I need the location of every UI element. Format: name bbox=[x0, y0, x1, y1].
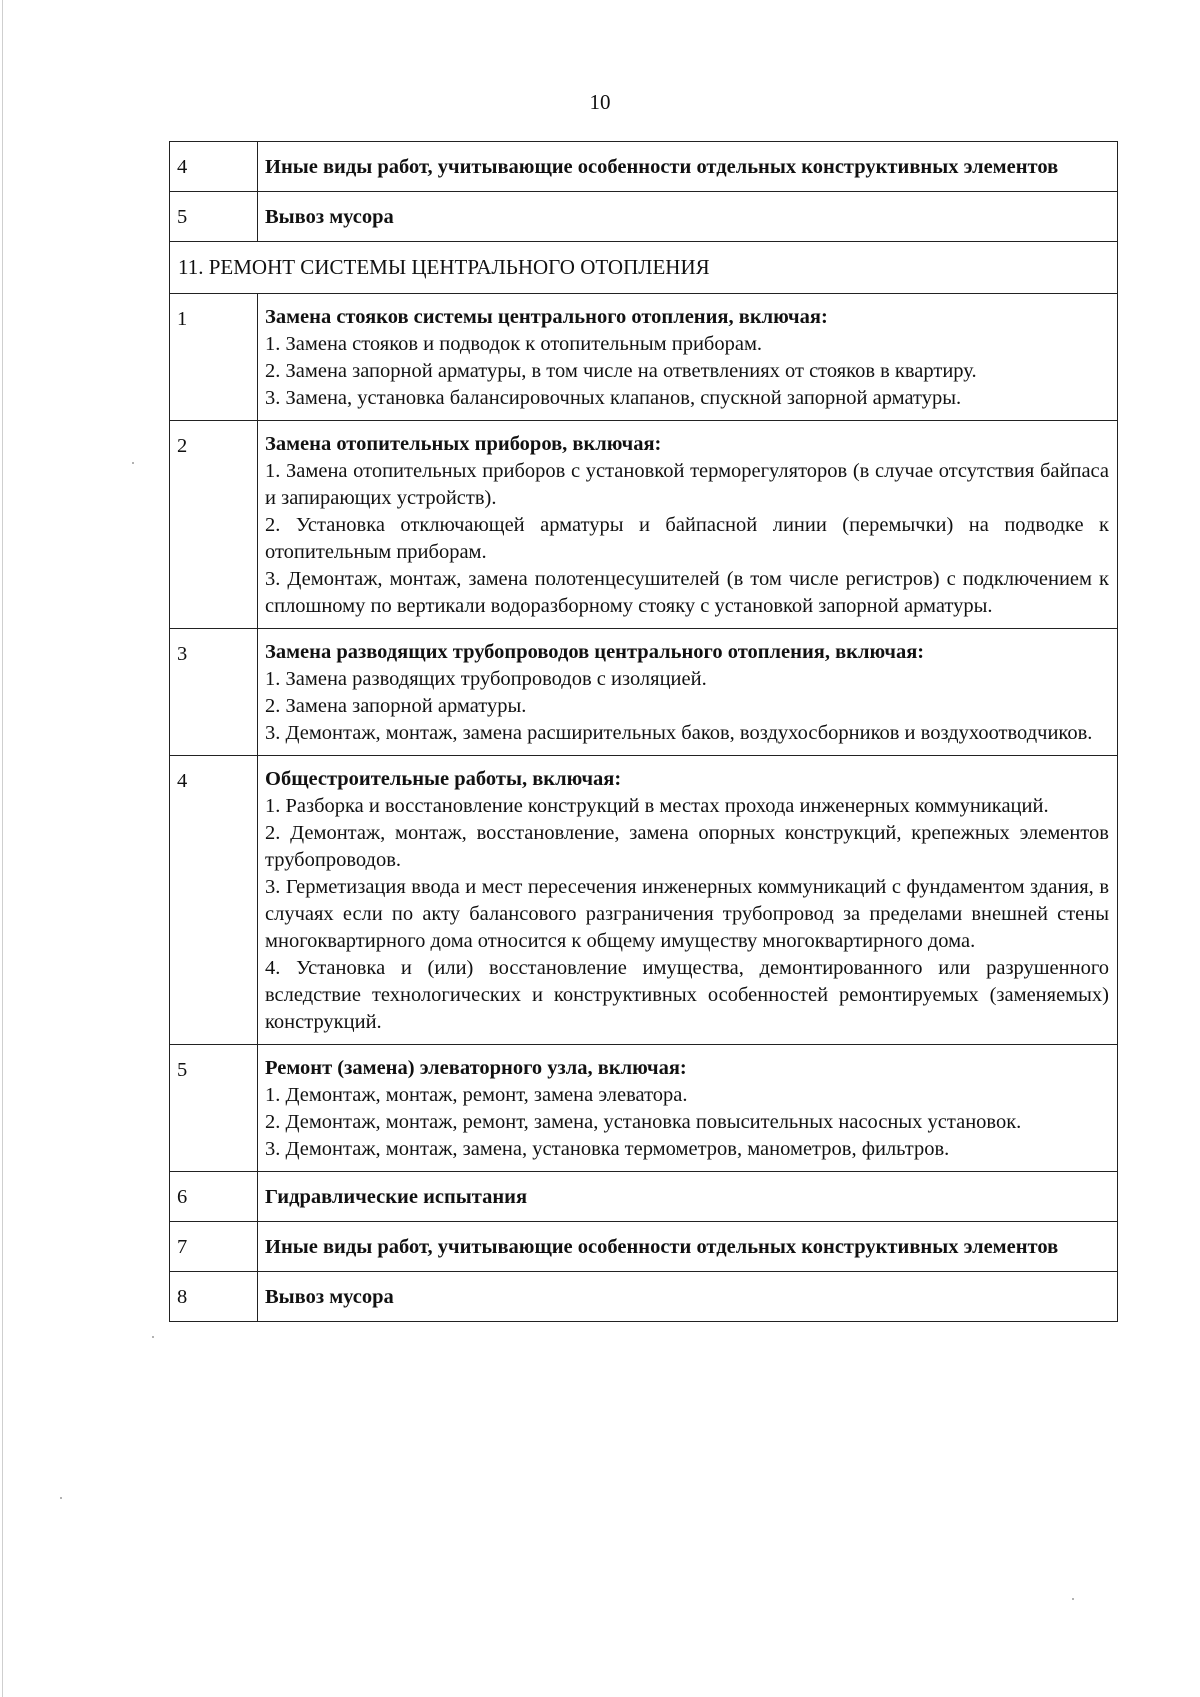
row-item: 2. Замена запорной арматуры. bbox=[265, 695, 527, 717]
table-row bbox=[170, 192, 1118, 242]
row-item: 3. Демонтаж, монтаж, замена расширительных баков, воздухосборников и воздухоотводчиков. bbox=[265, 722, 1093, 744]
row-heading: Общестроительные работы, включая: bbox=[265, 768, 622, 790]
row-item: 4. Установка и (или) восстановление имущества, демонтированного или разрушенного вследствие технологических и конструктивных особенностей ремонтируемых (заменяемых) конструкций. bbox=[265, 957, 1109, 1033]
row-heading: Гидравлические испытания bbox=[265, 1186, 528, 1208]
table-row bbox=[170, 1172, 1118, 1222]
section-title: 11. РЕМОНТ СИСТЕМЫ ЦЕНТРАЛЬНОГО ОТОПЛЕНИЯ bbox=[170, 242, 1118, 294]
table-row bbox=[170, 756, 1118, 1045]
row-heading: Иные виды работ, учитывающие особенности отдельных конструктивных элементов bbox=[265, 156, 1059, 178]
table-row bbox=[170, 1045, 1118, 1172]
row-number: 5 bbox=[170, 1045, 258, 1172]
row-content bbox=[258, 756, 1118, 1045]
scan-speck bbox=[132, 462, 134, 464]
row-item: 2. Замена запорной арматуры, в том числе на ответвлениях от стояков в квартиру. bbox=[265, 360, 977, 382]
table-row bbox=[170, 629, 1118, 756]
row-number: 6 bbox=[170, 1172, 258, 1222]
row-item: 2. Установка отключающей арматуры и байпасной линии (перемычки) на подводке к отопительным приборам. bbox=[265, 514, 1109, 563]
row-number: 4 bbox=[170, 756, 258, 1045]
row-item: 1. Замена разводящих трубопроводов с изоляцией. bbox=[265, 668, 707, 690]
row-content bbox=[258, 142, 1118, 192]
table-row bbox=[170, 1272, 1118, 1322]
table-row bbox=[170, 421, 1118, 629]
row-content bbox=[258, 1172, 1118, 1222]
row-item: 2. Демонтаж, монтаж, ремонт, замена, установка повысительных насосных установок. bbox=[265, 1111, 1022, 1133]
row-content bbox=[258, 421, 1118, 629]
row-number: 8 bbox=[170, 1272, 258, 1322]
scan-speck bbox=[152, 1336, 154, 1338]
row-number: 3 bbox=[170, 629, 258, 756]
row-number: 4 bbox=[170, 142, 258, 192]
page-edge bbox=[2, 0, 3, 1697]
row-item: 1. Демонтаж, монтаж, ремонт, замена элеватора. bbox=[265, 1084, 688, 1106]
row-number: 1 bbox=[170, 294, 258, 421]
row-item: 3. Герметизация ввода и мест пересечения инженерных коммуникаций с фундаментом здания, в случаях если по акту балансового разграничения трубопровод за пределами внешней стены многоквартирного дома относится к общему имуществу многоквартирного дома. bbox=[265, 876, 1109, 952]
row-item: 1. Замена отопительных приборов с установкой терморегуляторов (в случае отсутствия байпаса и запирающих устройств). bbox=[265, 460, 1109, 509]
row-content bbox=[258, 1222, 1118, 1272]
row-item: 3. Замена, установка балансировочных клапанов, спускной запорной арматуры. bbox=[265, 387, 962, 409]
row-heading: Вывоз мусора bbox=[265, 1286, 394, 1308]
page-number: 10 bbox=[589, 90, 611, 114]
table-row bbox=[170, 142, 1118, 192]
row-item: 3. Демонтаж, монтаж, замена полотенцесушителей (в том числе регистров) с подключением к сплошному по вертикали водоразборному стояку с установкой запорной арматуры. bbox=[265, 568, 1109, 617]
row-content bbox=[258, 629, 1118, 756]
row-heading: Иные виды работ, учитывающие особенности отдельных конструктивных элементов bbox=[265, 1236, 1059, 1258]
scan-speck bbox=[1072, 1598, 1074, 1600]
row-item: 1. Разборка и восстановление конструкций в местах прохода инженерных коммуникаций. bbox=[265, 795, 1049, 817]
row-content bbox=[258, 1045, 1118, 1172]
row-content bbox=[258, 1272, 1118, 1322]
row-heading: Вывоз мусора bbox=[265, 206, 394, 228]
scan-speck bbox=[60, 1497, 62, 1499]
row-number: 2 bbox=[170, 421, 258, 629]
row-heading: Замена разводящих трубопроводов центрального отопления, включая: bbox=[265, 641, 925, 663]
row-heading: Замена стояков системы центрального отопления, включая: bbox=[265, 306, 828, 328]
row-item: 2. Демонтаж, монтаж, восстановление, замена опорных конструкций, крепежных элементов трубопроводов. bbox=[265, 822, 1109, 871]
row-content bbox=[258, 192, 1118, 242]
section-row bbox=[170, 242, 1118, 294]
row-number: 7 bbox=[170, 1222, 258, 1272]
row-content bbox=[258, 294, 1118, 421]
table-row bbox=[170, 1222, 1118, 1272]
table-row bbox=[170, 294, 1118, 421]
row-heading: Ремонт (замена) элеваторного узла, включая: bbox=[265, 1057, 687, 1079]
row-item: 1. Замена стояков и подводок к отопительным приборам. bbox=[265, 333, 763, 355]
row-heading: Замена отопительных приборов, включая: bbox=[265, 433, 662, 455]
row-item: 3. Демонтаж, монтаж, замена, установка термометров, манометров, фильтров. bbox=[265, 1138, 950, 1160]
works-table bbox=[169, 141, 1118, 1322]
row-number: 5 bbox=[170, 192, 258, 242]
